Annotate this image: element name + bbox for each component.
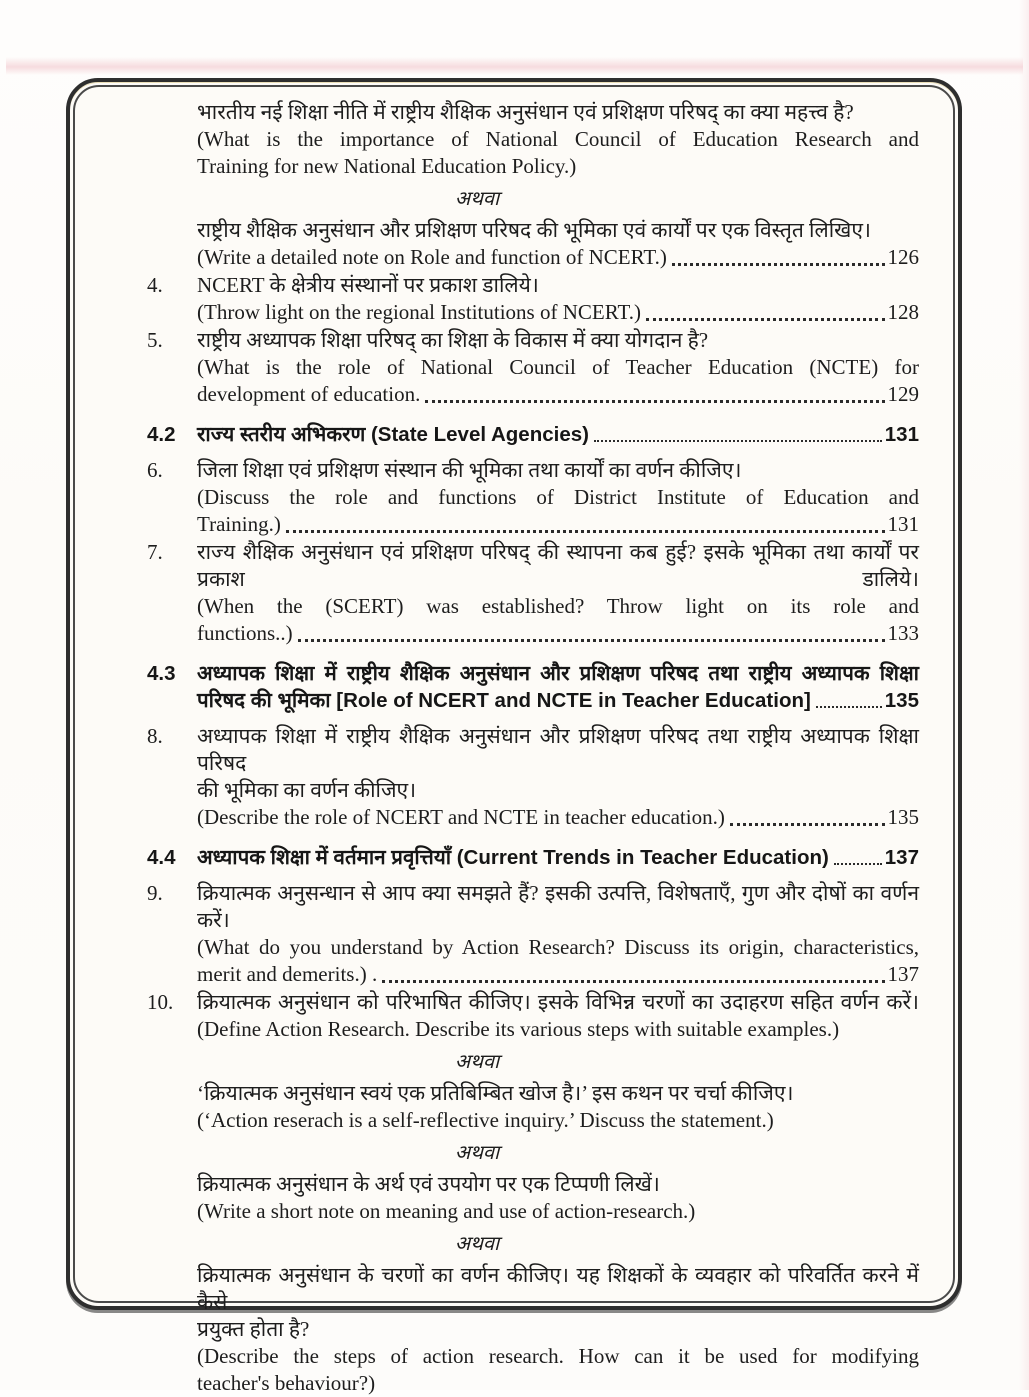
section-number: 4.2 [147,423,176,446]
toc-entry [75,217,919,271]
entry-line [197,687,919,714]
entry-line [197,620,919,647]
entry-line [197,511,919,538]
entry-text: (Throw light on the regional Institutions of NCERT.) [197,300,641,324]
section-heading [75,421,919,448]
section-number: 4.3 [147,662,176,685]
entry-line: क्रियात्मक अनुसंधान के चरणों का वर्णन कीजिए। यह शिक्षकों के व्यवहार को परिवर्तित करने में कैसे [197,1263,919,1314]
entry-number [75,217,197,271]
section-number: 4.4 [147,846,176,869]
entry-body [197,421,919,448]
entry-body [197,1080,919,1134]
scan-edge-tint [1019,0,1029,1390]
entry-body [197,1262,919,1397]
entry-line: Training for new National Education Policy.) [197,154,577,178]
page-number: 126 [887,245,919,269]
entry-text: राज्य स्तरीय अभिकरण (State Level Agencies) [197,423,589,446]
entry-number: 10. [147,990,174,1014]
page-number: 131 [887,512,919,536]
toc-question-list [75,87,953,1395]
toc-entry [75,989,919,1043]
entry-line: करें। [197,908,230,932]
entry-line: की भूमिका का वर्णन कीजिए। [197,778,417,802]
entry-line [197,381,919,408]
entry-number: 8. [147,724,163,748]
dotted-leader [594,440,882,442]
entry-line: भारतीय नई शिक्षा नीति में राष्ट्रीय शैक्षिक अनुसंधान एवं प्रशिक्षण परिषद् का क्या महत्त्व है? [197,100,854,124]
entry-text: development of education. [197,382,421,406]
entry-number [75,1262,197,1397]
entry-body [197,539,919,647]
entry-line: क्रियात्मक अनुसंधान को परिभाषित कीजिए। इसके विभिन्न चरणों का उदाहरण सहित वर्णन करें। [197,990,919,1014]
entry-text: अध्यापक शिक्षा में वर्तमान प्रवृत्तियाँ (Current Trends in Teacher Education) [197,846,829,869]
entry-line: प्रयुक्त होता है? [197,1317,310,1341]
entry-line [197,804,919,831]
toc-entry [75,539,919,647]
entry-line: (Describe the steps of action research. How can it be used for modifying [197,1344,919,1368]
page-number: 135 [884,689,919,712]
page-number: 137 [884,846,919,869]
page-border-inner-line [73,85,955,1395]
entry-line: (What is the role of National Council of Teacher Education (NCTE) for [197,355,919,379]
dotted-leader [286,530,885,533]
entry-number [75,1171,197,1225]
entry-body [197,327,919,408]
page-number: 135 [887,805,919,829]
entry-text: functions..) [197,621,293,645]
toc-entry [75,1080,919,1134]
entry-line [197,421,919,448]
entry-line [197,299,919,326]
page-number: 128 [887,300,919,324]
entry-line: राष्ट्रीय शैक्षिक अनुसंधान और प्रशिक्षण परिषद की भूमिका एवं कार्यों पर एक विस्तृत लिखिए। [197,218,871,242]
entry-line: (Write a short note on meaning and use of action-research.) [197,1199,696,1223]
dotted-leader [425,400,884,403]
entry-number: 5. [147,328,163,352]
entry-line: राज्य शैक्षिक अनुसंधान एवं प्रशिक्षण परिषद् की स्थापना कब हुई? इसके भूमिका तथा कार्यों पर प्रकाश डालिये। [197,540,919,591]
entry-line: राष्ट्रीय अध्यापक शिक्षा परिषद् का शिक्षा के विकास में क्या योगदान है? [197,328,709,352]
page-number: 131 [884,423,919,446]
entry-line: ‘क्रियात्मक अनुसंधान स्वयं एक प्रतिबिम्बित खोज है।’ इस कथन पर चर्चा कीजिए। [197,1081,794,1105]
dotted-leader [730,823,885,826]
entry-line: NCERT के क्षेत्रीय संस्थानों पर प्रकाश डालिये। [197,273,539,297]
entry-line: (What is the importance of National Council of Education Research and [197,127,919,151]
entry-body [197,660,919,714]
entry-line: क्रियात्मक अनुसंधान के अर्थ एवं उपयोग पर एक टिप्पणी लिखें। [197,1172,660,1196]
scan-tint-band [6,57,1023,75]
toc-entry [75,723,919,831]
entry-body [197,880,919,988]
toc-entry [75,880,919,988]
entry-text: Training.) [197,512,281,536]
entry-line: (What do you understand by Action Research? Discuss its origin, characteristics, [197,935,919,959]
or-separator: अथवा [454,1142,500,1164]
entry-number [75,1080,197,1134]
toc-entry [75,457,919,538]
or-separator: अथवा [454,1051,500,1073]
entry-line: teacher's behaviour?) [197,1371,376,1395]
entry-body [197,457,919,538]
entry-body [197,723,919,831]
dotted-leader [646,318,885,321]
entry-text: (Describe the role of NCERT and NCTE in teacher education.) [197,805,725,829]
toc-entry [75,1171,919,1225]
entry-line: अध्यापक शिक्षा में राष्ट्रीय शैक्षिक अनुसंधान और प्रशिक्षण परिषद तथा राष्ट्रीय अध्यापक शिक्षा परिषद [197,724,919,775]
page-number: 137 [887,962,919,986]
entry-line: क्रियात्मक अनुसन्धान से आप क्या समझते हैं? इसकी उत्पत्ति, विशेषताएँ, गुण और दोषों का वर्णन [197,881,919,905]
entry-text: परिषद की भूमिका [Role of NCERT and NCTE in Teacher Education] [197,689,811,712]
entry-body [197,217,919,271]
entry-number [75,99,197,180]
toc-entry [75,1262,919,1397]
dotted-leader [834,863,882,865]
toc-entry [75,327,919,408]
entry-number: 9. [147,881,163,905]
entry-body [197,844,919,871]
entry-text: (Write a detailed note on Role and function of NCERT.) [197,245,667,269]
entry-body [197,272,919,326]
or-separator: अथवा [454,188,500,210]
entry-line [197,244,919,271]
or-separator: अथवा [454,1233,500,1255]
entry-line: जिला शिक्षा एवं प्रशिक्षण संस्थान की भूमिका तथा कार्यों का वर्णन कीजिए। [197,458,742,482]
page-number: 133 [887,621,919,645]
section-heading [75,844,919,871]
entry-number: 6. [147,458,163,482]
entry-number: 7. [147,540,163,564]
dotted-leader [382,980,884,983]
entry-body [197,989,919,1043]
entry-line [197,844,919,871]
page-number: 129 [887,382,919,406]
page-border-frame [66,78,962,1395]
entry-line: (Discuss the role and functions of District Institute of Education and [197,485,919,509]
dotted-leader [298,639,885,642]
entry-body [197,99,919,180]
entry-line: (‘Action reserach is a self-reflective inquiry.’ Discuss the statement.) [197,1108,774,1132]
toc-entry [75,99,919,180]
dotted-leader [672,263,885,266]
entry-number: 4. [147,273,163,297]
dotted-leader [816,706,882,708]
toc-entry [75,272,919,326]
entry-line [197,961,919,988]
section-heading [75,660,919,714]
entry-line: (When the (SCERT) was established? Throw light on its role and [197,594,919,618]
entry-text: merit and demerits.) . [197,962,378,986]
entry-line: (Define Action Research. Describe its various steps with suitable examples.) [197,1017,840,1041]
entry-line: अध्यापक शिक्षा में राष्ट्रीय शैक्षिक अनुसंधान और प्रशिक्षण परिषद तथा राष्ट्रीय अध्यापक शिक्षा [197,662,919,685]
entry-body [197,1171,919,1225]
